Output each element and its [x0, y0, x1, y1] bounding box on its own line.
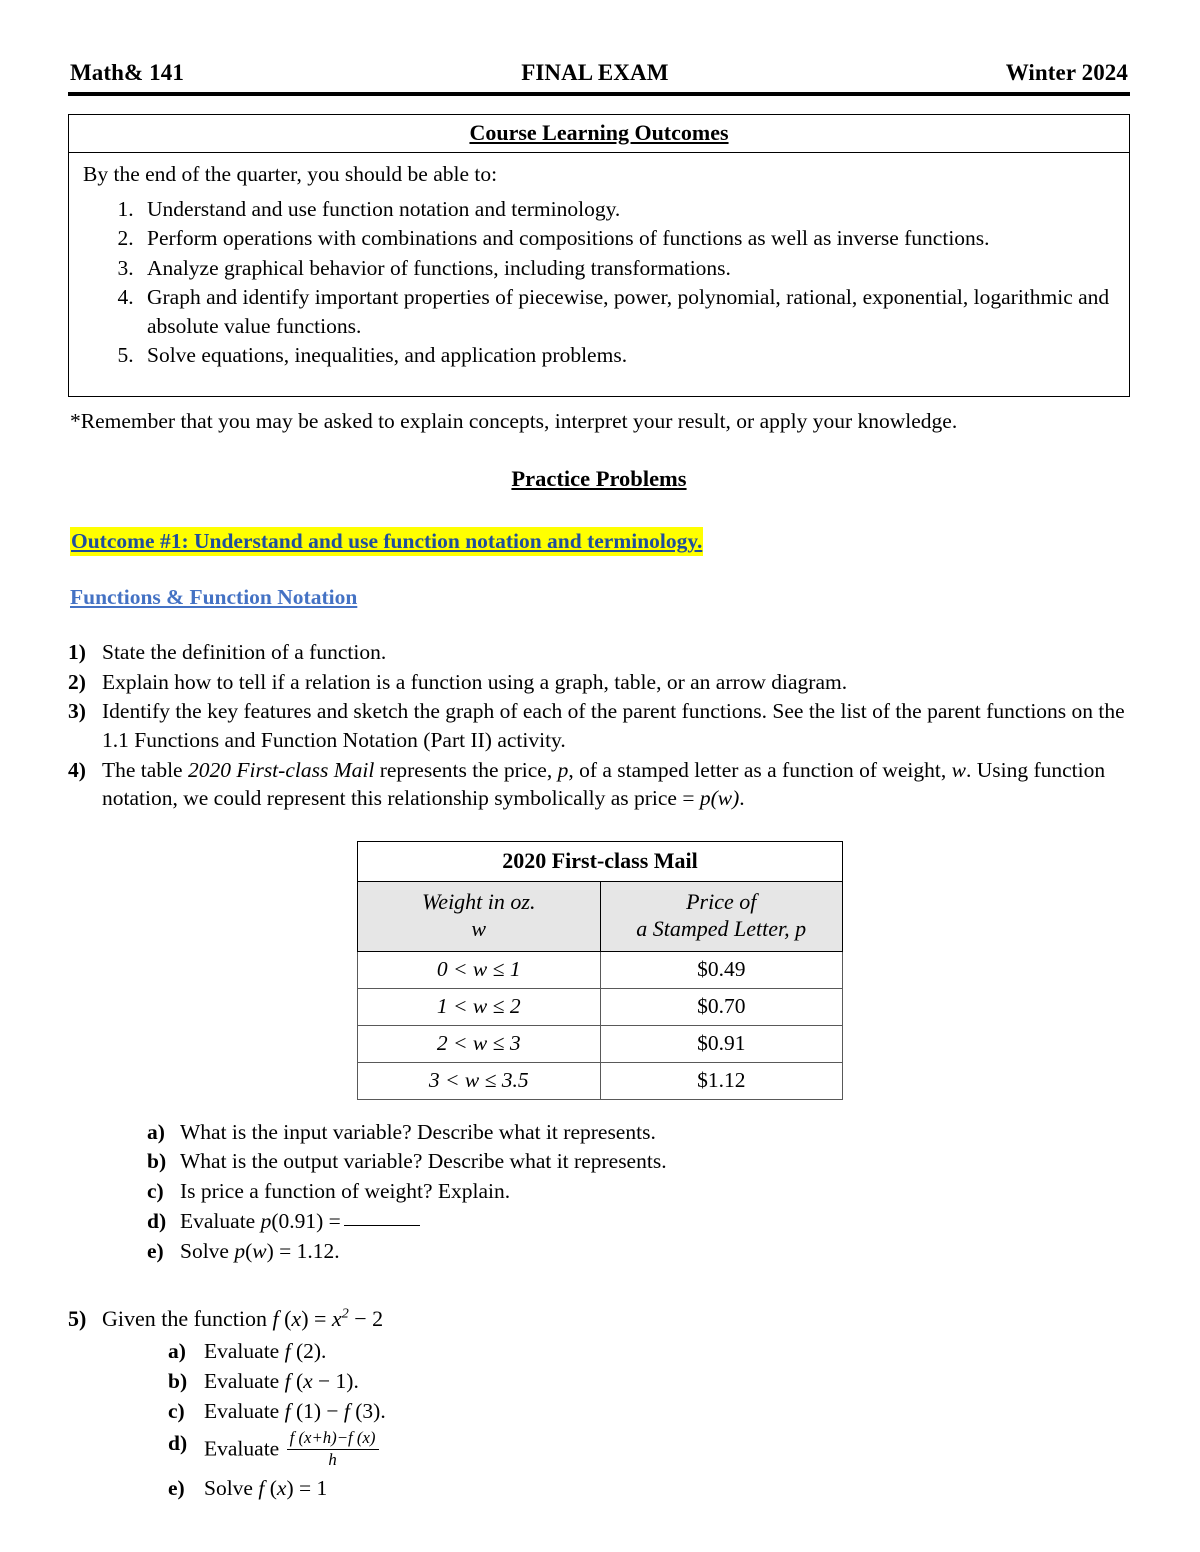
subitem-letter: a) — [147, 1119, 165, 1144]
cell-price: $0.70 — [600, 988, 843, 1025]
cell-weight: 1 < w ≤ 2 — [358, 988, 601, 1025]
problem-item-5 — [68, 1304, 1130, 1333]
problem-4-subitems — [68, 1118, 1130, 1266]
subitem-letter: d) — [168, 1431, 188, 1456]
subitem-c — [168, 1397, 1130, 1426]
problem-4-text-part1: The table — [102, 757, 188, 782]
fraction-numerator: f (x+h)−f (x) — [287, 1429, 379, 1450]
subitem-letter: a) — [168, 1338, 186, 1363]
problem-number: 5) — [68, 1305, 87, 1331]
problem-item-2 — [68, 668, 1130, 697]
mail-table-title: 2020 First-class Mail — [358, 841, 843, 881]
problem-text — [102, 756, 1130, 813]
first-class-mail-table — [357, 841, 843, 1100]
remember-note: *Remember that you may be asked to explain concepts, interpret your result, or apply your knowledge. — [70, 409, 958, 434]
list-item: 2. Perform operations with combinations and compositions of functions as well as inverse functions. — [139, 224, 1119, 252]
subitem-e-expression: p — [234, 1238, 246, 1263]
subitem-text: Evaluate f (2). — [204, 1338, 327, 1363]
fraction-denominator: h — [328, 1450, 337, 1470]
practice-problems-title — [68, 466, 1130, 492]
problem-item-1 — [68, 638, 1130, 667]
subitem-text: Is price a function of weight? Explain. — [180, 1179, 511, 1204]
column-header-weight-line1: Weight in oz. — [422, 888, 536, 914]
list-item: 3. Analyze graphical behavior of functions, including transformations. — [139, 254, 1119, 282]
problem-4-var-p: p — [557, 757, 569, 782]
list-item: 1. Understand and use function notation and terminology. — [139, 195, 1119, 223]
subitem-e — [147, 1237, 1130, 1266]
subitem-d-label: Evaluate — [204, 1436, 280, 1461]
running-header — [68, 60, 1130, 92]
problem-number: 4) — [68, 757, 86, 782]
subitem-text: Evaluate f (x − 1). — [204, 1368, 359, 1393]
subitem-letter: b) — [147, 1149, 167, 1174]
difference-quotient-fraction — [287, 1429, 379, 1470]
table-row — [358, 988, 843, 1025]
subitem-text — [204, 1429, 1130, 1470]
outcomes-box-body — [69, 153, 1129, 396]
subitem-text: What is the input variable? Describe what it represents. — [180, 1119, 656, 1144]
cell-price: $0.91 — [600, 1025, 843, 1062]
subitem-e — [168, 1474, 1130, 1503]
subitem-d-expression: p — [260, 1209, 272, 1234]
functions-subsection-heading: Functions & Function Notation — [70, 585, 358, 610]
table-row — [358, 1062, 843, 1099]
table-row — [358, 951, 843, 988]
outcome-1-heading: Outcome #1: Understand and use function notation and terminology. — [70, 527, 703, 556]
subitem-text: Evaluate f (1) − f (3). — [204, 1398, 386, 1423]
column-header-price-line2: a Stamped Letter, p — [636, 916, 807, 942]
subitem-a — [168, 1337, 1130, 1366]
cell-weight: 0 < w ≤ 1 — [358, 951, 601, 988]
subitem-text: What is the output variable? Describe what it represents. — [180, 1149, 667, 1174]
outcomes-box-title — [69, 115, 1129, 153]
problem-text: Explain how to tell if a relation is a function using a graph, table, or an arrow diagram. — [102, 669, 848, 694]
problem-4-text-part2: represents the price, — [374, 757, 558, 782]
problem-list — [68, 638, 1130, 813]
problem-text: State the definition of a function. — [102, 640, 387, 665]
subitem-c — [147, 1177, 1130, 1206]
column-header-weight — [358, 881, 601, 951]
list-item: 5. Solve equations, inequalities, and application problems. — [139, 341, 1119, 369]
problem-item-4 — [68, 756, 1130, 813]
subitem-text: Evaluate p(0.91) = — [180, 1207, 1130, 1236]
answer-blank — [344, 1225, 420, 1226]
problem-number: 2) — [68, 669, 86, 694]
practice-problems-title-text: Practice Problems — [511, 466, 687, 492]
table-header-row — [358, 881, 843, 951]
subitem-a — [147, 1118, 1130, 1147]
mail-table-wrapper — [68, 841, 1130, 1100]
subitem-letter: e) — [168, 1475, 185, 1500]
problem-4-var-w: w — [951, 757, 966, 782]
problem-4-text-part4: . Using function notation, we could represent this relationship symbolically as price = — [102, 757, 1106, 811]
subitem-letter: e) — [147, 1238, 164, 1263]
problem-text: Identify the key features and sketch the graph of each of the parent functions. See the list of the parent functions on the 1.1 Functions and Function Notation (Part II) activity. — [102, 699, 1125, 752]
problem-number: 3) — [68, 699, 86, 724]
problem-5-block — [68, 1304, 1130, 1503]
problem-4-formula: p(w) — [699, 786, 740, 811]
cell-weight: 2 < w ≤ 3 — [358, 1025, 601, 1062]
page-content — [68, 60, 1130, 1504]
subitem-letter: c) — [168, 1398, 185, 1423]
outcomes-box-title-text: Course Learning Outcomes — [469, 120, 729, 145]
subitem-text: Solve p(w) = 1.12. — [180, 1238, 340, 1263]
term-label: Winter 2024 — [1005, 60, 1128, 85]
table-row — [358, 1025, 843, 1062]
subitem-text: Solve f (x) = 1 — [204, 1475, 328, 1500]
cell-weight: 3 < w ≤ 3.5 — [358, 1062, 601, 1099]
subitem-d — [147, 1207, 1130, 1236]
problem-5-subitems — [68, 1337, 1130, 1503]
cell-price: $1.12 — [600, 1062, 843, 1099]
table-title-row — [358, 841, 843, 881]
outcomes-intro-text: By the end of the quarter, you should be able to: — [83, 162, 498, 186]
course-code: Math& 141 — [70, 60, 184, 85]
cell-price: $0.49 — [600, 951, 843, 988]
column-header-price — [600, 881, 843, 951]
subitem-b — [147, 1147, 1130, 1176]
list-item: 4. Graph and identify important properties of piecewise, power, polynomial, rational, exponential, logarithmic and absolute value functions. — [139, 283, 1119, 340]
problem-4-text-part3: , of a stamped letter as a function of weight, — [568, 757, 952, 782]
column-header-price-line1: Price of — [686, 888, 757, 914]
subitem-letter: b) — [168, 1368, 188, 1393]
problem-4-table-name: 2020 First-class Mail — [187, 757, 375, 782]
subitem-letter: c) — [147, 1179, 164, 1204]
problem-number: 1) — [68, 640, 86, 665]
outcomes-list — [83, 195, 1119, 369]
header-divider-rule — [68, 92, 1130, 96]
course-learning-outcomes-box — [68, 114, 1130, 397]
problem-item-3 — [68, 697, 1130, 754]
problem-4-text-part5: . — [739, 786, 745, 811]
exam-title: FINAL EXAM — [521, 60, 669, 85]
subitem-b — [168, 1367, 1130, 1396]
problem-5-stem: Given the function f $(x) = x^2 - 2$ — [102, 1305, 384, 1331]
subitem-letter: d) — [147, 1209, 167, 1234]
column-header-weight-line2: w — [471, 916, 487, 942]
subitem-d — [168, 1429, 1130, 1470]
